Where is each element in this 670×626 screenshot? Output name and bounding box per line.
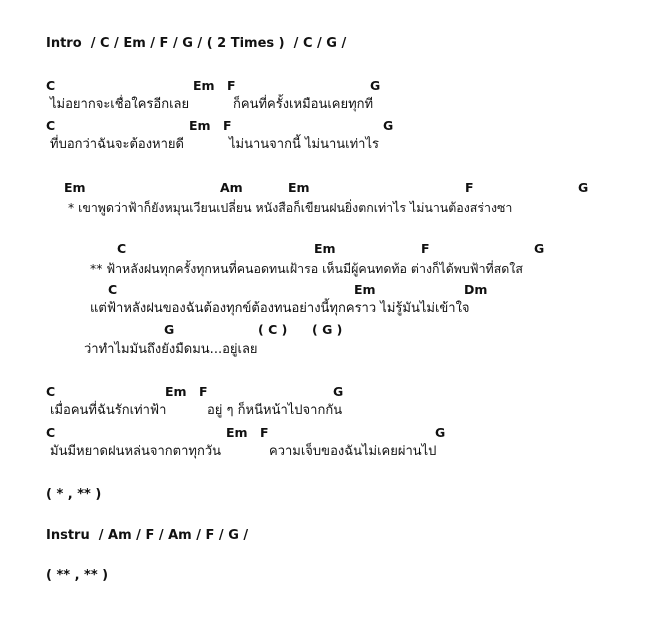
lyric: อยู่ ๆ ก็หนีหน้าไปจากกัน (207, 403, 343, 418)
chord: Em (288, 180, 310, 195)
chord: G (578, 180, 589, 195)
chord: F (421, 241, 430, 256)
chord: ( C ) (258, 322, 288, 337)
chord: C (46, 425, 56, 440)
chord: Em (64, 180, 86, 195)
lyric: เมื่อคนที่ฉันรักเท่าฟ้า (50, 403, 167, 418)
lyric: ไม่นานจากนี้ ไม่นานเท่าไร (229, 137, 380, 152)
chord: F (199, 384, 208, 399)
chord: F (260, 425, 269, 440)
repeat-marker: ( * , ** ) (46, 487, 102, 502)
lyric: * เขาพูดว่าฟ้าก็ยังหมุนเวียนเปลี่ยน หนังสือก็เขียนฝนยิ่งตกเท่าไร ไม่นานต้องสร่างซา (68, 200, 513, 215)
chord: Em (189, 118, 211, 133)
lyric: ว่าทำไมมันถึงยังมืดมน...อยู่เลย (84, 342, 258, 357)
chord: C (108, 282, 118, 297)
chord: F (223, 118, 232, 133)
chord: G (435, 425, 446, 440)
lyric: ก็คนที่ครั้งเหมือนเคยทุกที (233, 97, 374, 112)
lyric: ** ฟ้าหลังฝนทุกครั้งทุกหนที่คนอดทนเฝ้ารอ เห็นมีผู้คนทดท้อ ต่างก็ได้พบฟ้าที่สดใส (90, 261, 523, 276)
chord: Am (220, 180, 243, 195)
chord: F (465, 180, 474, 195)
chord: G (383, 118, 394, 133)
chord: G (534, 241, 545, 256)
intro-line: Intro / C / Em / F / G / ( 2 Times ) / C / G / (46, 36, 347, 51)
chord: F (227, 78, 236, 93)
chord: G (164, 322, 175, 337)
chord: ( G ) (312, 322, 343, 337)
lyric: ความเจ็บของฉันไม่เคยผ่านไป (269, 444, 437, 459)
chord: Dm (464, 282, 488, 297)
chord: Em (354, 282, 376, 297)
chord: Em (226, 425, 248, 440)
chord: G (370, 78, 381, 93)
chord: G (333, 384, 344, 399)
chord: Em (193, 78, 215, 93)
lyric: มันมีหยาดฝนหล่นจากตาทุกวัน (50, 444, 222, 459)
chord: C (46, 118, 56, 133)
lyric: ไม่อยากจะเชื่อใครอีกเลย (50, 97, 190, 112)
repeat-marker: ( ** , ** ) (46, 568, 109, 583)
chord: Em (165, 384, 187, 399)
chord: C (46, 78, 56, 93)
lyric: ที่บอกว่าฉันจะต้องหายดี (50, 137, 184, 152)
chord: Em (314, 241, 336, 256)
lyric: แต่ฟ้าหลังฝนของฉันต้องทุกข์ต้องทนอย่างนี้ทุกคราว ไม่รู้มันไม่เข้าใจ (90, 301, 470, 316)
instru-line: Instru / Am / F / Am / F / G / (46, 528, 249, 543)
chord: C (117, 241, 127, 256)
chord: C (46, 384, 56, 399)
